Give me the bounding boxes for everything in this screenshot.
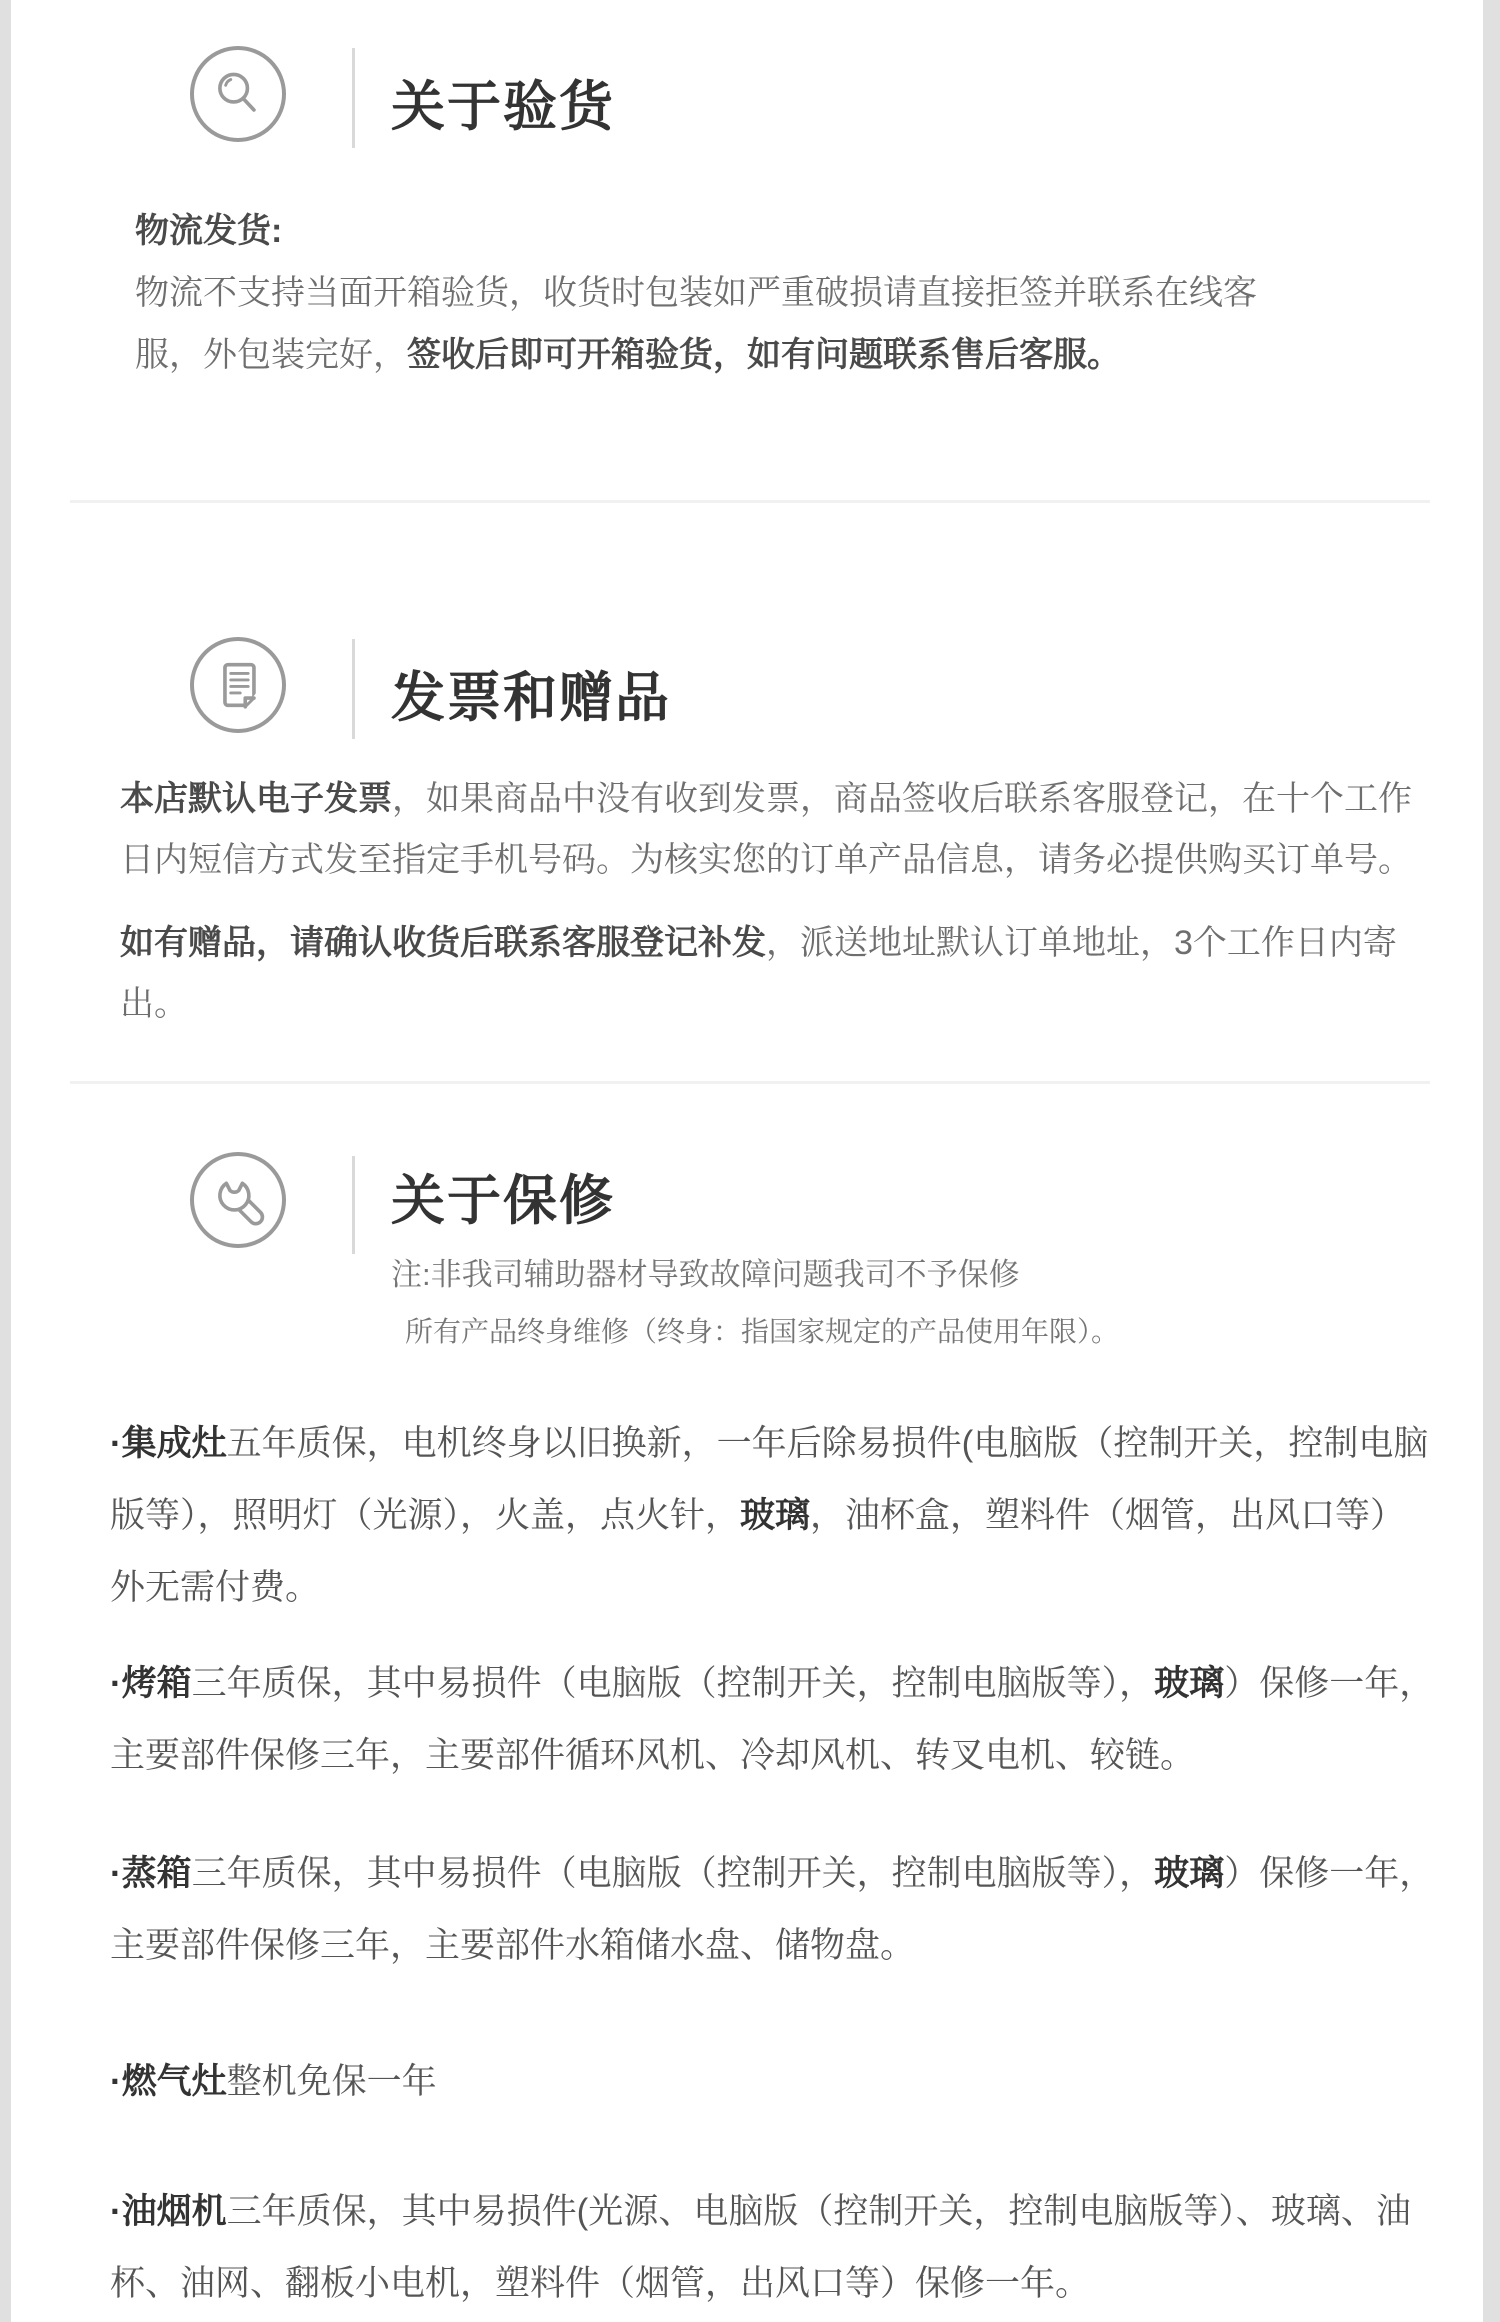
section-inspection-header: [190, 46, 1500, 148]
left-edge-strip: [0, 0, 11, 2322]
section-warranty-header: [190, 1152, 1500, 1350]
inspection-body: [135, 200, 1315, 386]
shipping-label: 物流发货:: [135, 212, 283, 250]
header-divider: [352, 1156, 355, 1254]
section-invoice-title: 发票和赠品: [391, 668, 671, 728]
warranty-item-range-hood: ·油烟机三年质保，其中易损件(光源、电脑版（控制开关，控制电脑版等）、玻璃、油杯、油网、翻板小电机，塑料件（烟管，出风口等）保修一年。: [110, 2192, 1411, 2303]
section-divider: [70, 500, 1430, 503]
gift-paragraph: 如有赠品，请确认收货后联系客服登记补发，派送地址默认订单地址，3个工作日内寄出。: [120, 924, 1397, 1023]
warranty-item-gas-cooktop: ·燃气灶整机免保一年: [110, 2062, 437, 2101]
warranty-item-steamer: ·蒸箱三年质保，其中易损件（电脑版（控制开关，控制电脑版等），玻璃）保修一年，主要部件保修三年，主要部件水箱储水盘、储物盘。: [110, 1854, 1435, 1965]
section-invoice-header: [190, 637, 1500, 739]
header-divider: [352, 48, 355, 148]
header-divider: [352, 639, 355, 739]
warranty-note-2: 所有产品终身维修（终身：指国家规定的产品使用年限）。: [405, 1316, 1120, 1347]
right-edge-strip: [1483, 0, 1500, 2322]
shipping-paragraph: 物流不支持当面开箱验货，收货时包装如严重破损请直接拒签并联系在线客服，外包装完好，签收后即可开箱验货，如有问题联系售后客服。: [135, 274, 1257, 374]
warranty-header-text: [391, 1152, 1119, 1350]
wrench-icon: [190, 1152, 286, 1248]
warranty-list: [110, 1408, 1440, 2320]
section-warranty-title: 关于保修: [391, 1171, 615, 1231]
warranty-item-oven: ·烤箱三年质保，其中易损件（电脑版（控制开关，控制电脑版等），玻璃）保修一年，主要部件保修三年，主要部件循环风机、冷却风机、转叉电机、较链。: [110, 1664, 1435, 1775]
section-inspection-title: 关于验货: [391, 77, 615, 137]
magnifier-icon: [190, 46, 286, 142]
warranty-note-1: 注:非我司辅助器材导致故障问题我司不予保修: [391, 1257, 1020, 1292]
section-divider: [70, 1081, 1430, 1084]
invoice-icon: [190, 637, 286, 733]
invoice-paragraph: 本店默认电子发票，如果商品中没有收到发票，商品签收后联系客服登记，在十个工作日内短信方式发至指定手机号码。为核实您的订单产品信息，请务必提供购买订单号。: [120, 780, 1412, 879]
warranty-item-stove: ·集成灶五年质保，电机终身以旧换新，一年后除易损件(电脑版（控制开关，控制电脑版等），照明灯（光源），火盖，点火针，玻璃，油杯盒，塑料件（烟管，出风口等）外无需付费。: [110, 1424, 1429, 1607]
